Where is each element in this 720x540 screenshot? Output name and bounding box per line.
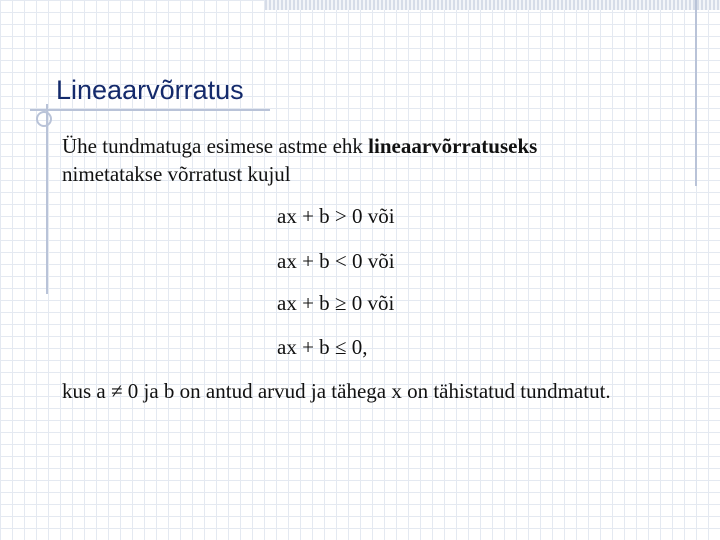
circle-ornament-icon <box>36 111 52 127</box>
formula-less-equal: ax + b ≤ 0, <box>277 335 368 359</box>
intro-text-end: nimetatakse võrratust kujul <box>62 162 291 186</box>
intro-bold-term: lineaarvõrratuseks <box>368 134 538 158</box>
right-decoration-line <box>695 0 697 186</box>
title-underline <box>30 109 270 111</box>
closing-sentence: kus a ≠ 0 ja b on antud arvud ja tähega x on tähistatud tundmatut. <box>62 379 611 403</box>
left-decoration-line <box>46 104 48 294</box>
formula-less: ax + b < 0 või <box>277 249 395 273</box>
intro-paragraph <box>62 132 682 188</box>
top-decoration-band <box>265 0 720 10</box>
formula-greater-equal: ax + b ≥ 0 või <box>277 291 395 315</box>
slide-title: Lineaarvõrratus <box>56 75 244 105</box>
intro-text-start: Ühe tundmatuga esimese astme ehk <box>62 134 369 158</box>
formula-greater: ax + b > 0 või <box>277 204 395 228</box>
